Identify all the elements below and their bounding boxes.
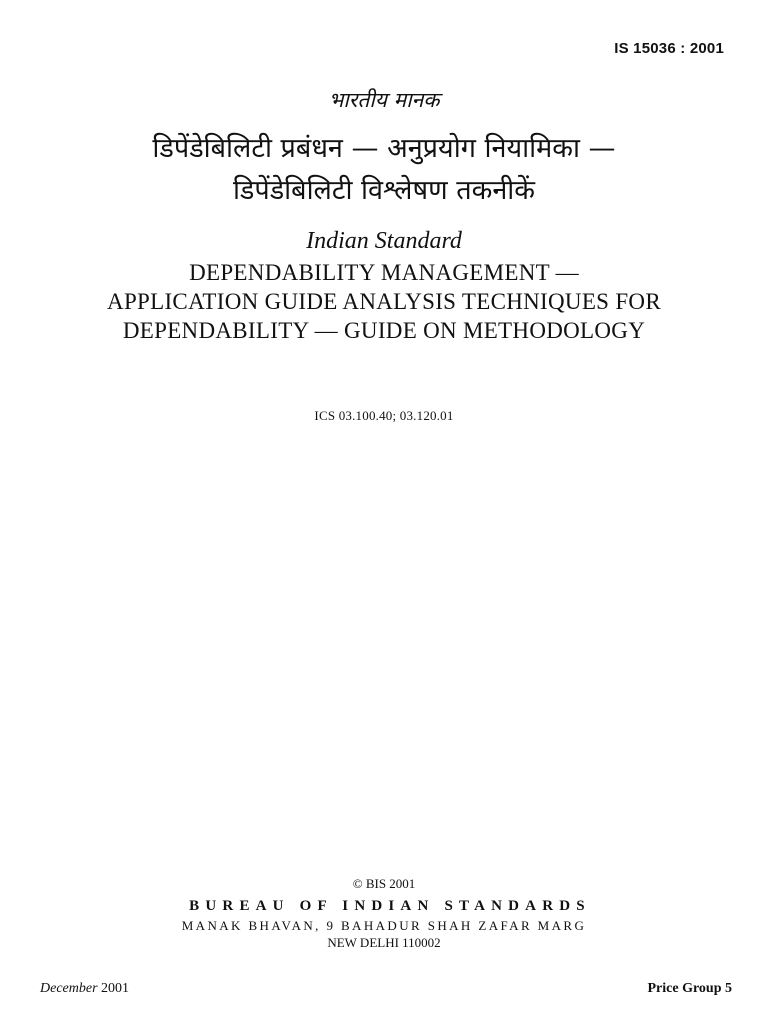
publisher-address: MANAK BHAVAN, 9 BAHADUR SHAH ZAFAR MARG xyxy=(181,918,587,933)
english-title-line-1: DEPENDABILITY MANAGEMENT — xyxy=(189,260,579,285)
hindi-title-line-2: डिपेंडेबिलिटी विश्लेषण तकनीकें xyxy=(232,175,536,206)
publication-month: December xyxy=(40,981,98,996)
english-standard-label: Indian Standard xyxy=(306,228,462,254)
english-title-line-3: DEPENDABILITY — GUIDE ON METHODOLOGY xyxy=(122,318,646,343)
copyright-notice: © BIS 2001 xyxy=(352,876,416,891)
publisher-city: NEW DELHI 110002 xyxy=(327,935,441,950)
english-title xyxy=(0,258,768,345)
publisher-name: BUREAU OF INDIAN STANDARDS xyxy=(189,898,591,914)
publication-year: 2001 xyxy=(101,981,130,996)
price-group: Price Group 5 xyxy=(647,981,732,996)
standard-number: IS 15036 : 2001 xyxy=(614,40,724,57)
hindi-title-line-1: डिपेंडेबिलिटी प्रबंधन — अनुप्रयोग नियामिका — xyxy=(152,133,616,164)
publication-date xyxy=(40,981,129,997)
hindi-standard-label: भारतीय मानक xyxy=(328,88,440,112)
english-title-line-2: APPLICATION GUIDE ANALYSIS TECHNIQUES FOR xyxy=(107,289,661,314)
ics-code: ICS 03.100.40; 03.120.01 xyxy=(314,408,454,423)
hindi-title xyxy=(0,128,768,212)
